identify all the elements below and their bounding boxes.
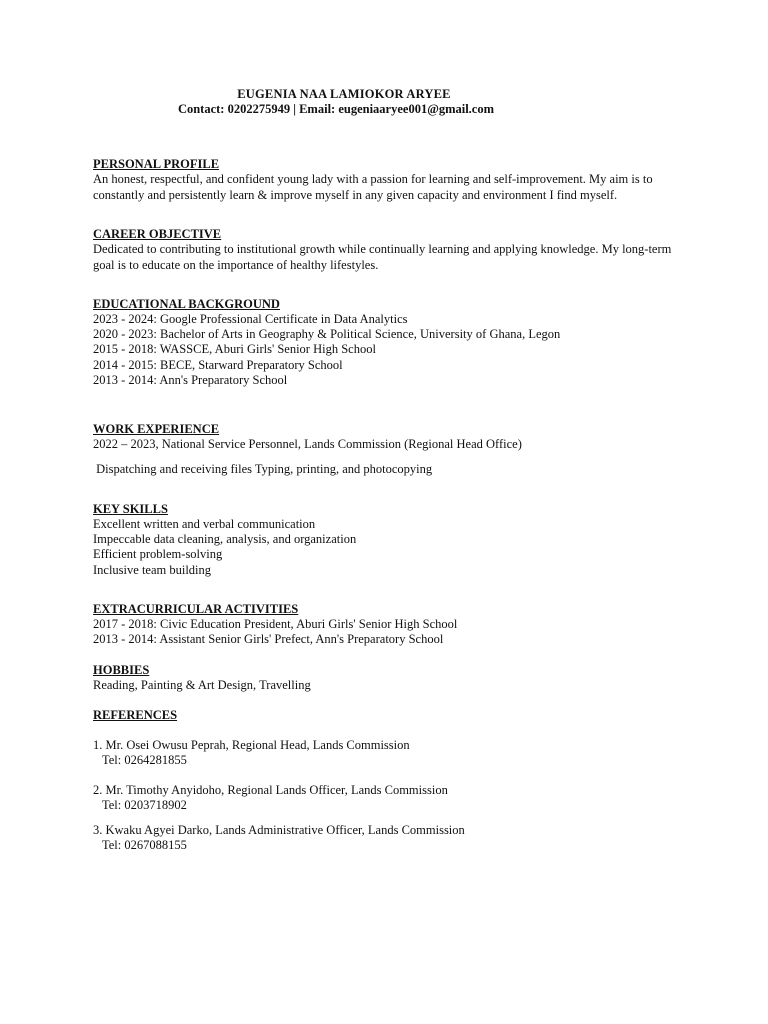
section-career-objective [93,227,683,273]
section-extracurricular [93,602,683,647]
candidate-name: EUGENIA NAA LAMIOKOR ARYEE [237,87,451,101]
education-item: 2020 - 2023: Bachelor of Arts in Geography & Political Science, University of Ghana, Legon [93,327,561,342]
activity-item: 2017 - 2018: Civic Education President, Aburi Girls' Senior High School [93,617,458,631]
skill-item: Inclusive team building [93,562,212,577]
reference-item [93,738,683,768]
reference-item [93,823,683,853]
reference-tel: Tel: 0264281855 [102,753,187,768]
reference-tel: Tel: 0267088155 [102,838,187,853]
section-work-experience [93,422,683,477]
education-item: 2023 - 2024: Google Professional Certificate in Data Analytics [93,312,408,326]
section-title: PERSONAL PROFILE [93,157,220,171]
skill-item: Excellent written and verbal communication [93,517,316,531]
section-references [93,708,683,723]
contact-line: Contact: 0202275949 | Email: eugeniaaryee001@gmail.com [177,102,495,116]
objective-text: Dedicated to contributing to institutional growth while continually learning and applying knowledge. My long-term goal is to educate on the importance of healthy lifestyles. [93,242,672,272]
reference-name: 2. Mr. Timothy Anyidoho, Regional Lands Officer, Lands Commission [93,783,448,797]
section-personal-profile [93,157,683,203]
activity-item: 2013 - 2014: Assistant Senior Girls' Prefect, Ann's Preparatory School [93,632,444,647]
reference-name: 1. Mr. Osei Owusu Peprah, Regional Head, Lands Commission [93,738,410,752]
hobbies-text: Reading, Painting & Art Design, Travelling [93,678,311,692]
education-item: 2013 - 2014: Ann's Preparatory School [93,372,288,387]
section-key-skills [93,502,683,578]
work-duties: Dispatching and receiving files Typing, printing, and photocopying [93,462,433,477]
reference-name: 3. Kwaku Agyei Darko, Lands Administrative Officer, Lands Commission [93,823,465,837]
skill-item: Efficient problem-solving [93,547,223,562]
skill-item: Impeccable data cleaning, analysis, and organization [93,532,357,547]
reference-item [93,783,683,813]
section-title: HOBBIES [93,663,150,677]
profile-text: An honest, respectful, and confident young lady with a passion for learning and self-improvement. My aim is to constantly and persistently learn & improve myself in any given capacity and environment I find myself. [93,172,653,202]
education-item: 2014 - 2015: BECE, Starward Preparatory School [93,357,343,372]
section-title: KEY SKILLS [93,502,168,516]
education-item: 2015 - 2018: WASSCE, Aburi Girls' Senior High School [93,342,376,357]
section-title: CAREER OBJECTIVE [93,227,222,241]
work-position: 2022 – 2023, National Service Personnel, Lands Commission (Regional Head Office) [93,437,522,451]
section-title: REFERENCES [93,708,178,722]
reference-tel: Tel: 0203718902 [102,798,187,813]
section-title: EDUCATIONAL BACKGROUND [93,297,280,311]
section-hobbies [93,663,683,693]
section-title: EXTRACURRICULAR ACTIVITIES [93,602,299,616]
section-title: WORK EXPERIENCE [93,422,220,436]
section-education [93,297,683,388]
